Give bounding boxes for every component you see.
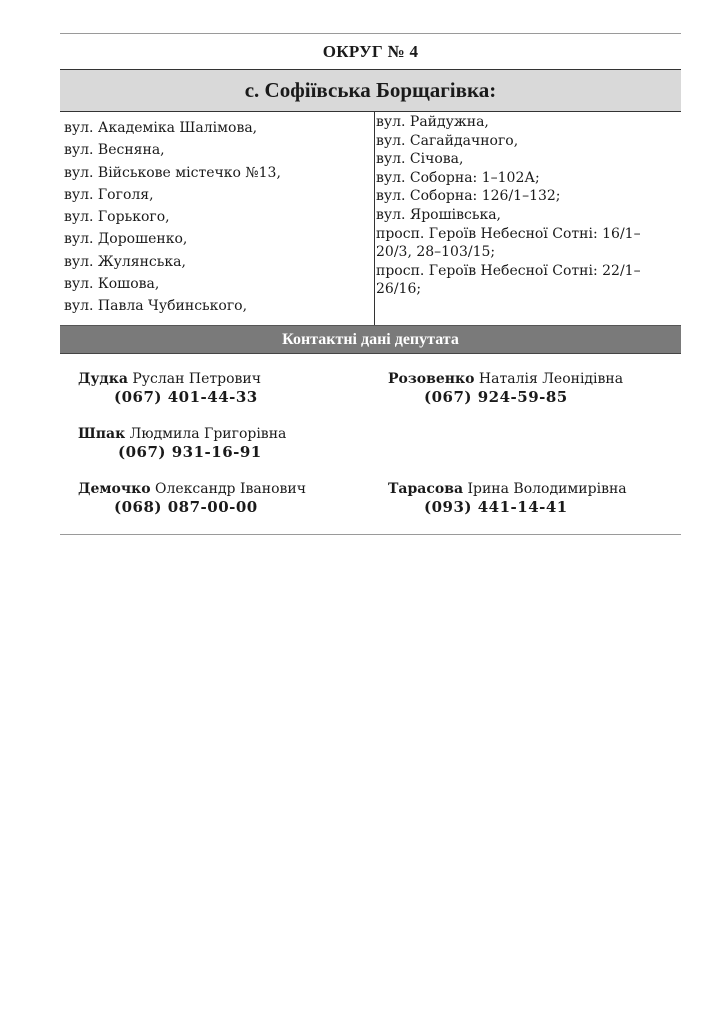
street-item: вул. Кошова, bbox=[64, 276, 160, 293]
street-item: вул. Павла Чубинського, bbox=[64, 298, 248, 315]
street-item: просп. Героїв Небесної Сотні: 22/1–26/16; bbox=[376, 262, 641, 298]
deputy-phone: (067) 401-44-33 bbox=[114, 388, 258, 406]
deputy-name bbox=[388, 371, 623, 387]
street-item: вул. Дорошенко, bbox=[64, 231, 188, 248]
deputy-phone: (067) 931-16-91 bbox=[118, 443, 262, 461]
deputy-name bbox=[78, 481, 306, 497]
deputy-name bbox=[78, 371, 261, 387]
street-item: вул. Соборна: 126/1–132; bbox=[376, 188, 561, 205]
deputy-name bbox=[388, 481, 627, 497]
street-item: вул. Військове містечко №13, bbox=[64, 164, 281, 181]
streets-table bbox=[60, 112, 681, 326]
street-item: вул. Академіка Шалімова, bbox=[64, 120, 258, 136]
deputy-card bbox=[388, 481, 627, 516]
district-title: ОКРУГ № 4 bbox=[322, 42, 419, 61]
deputy-phone: (093) 441-14-41 bbox=[424, 498, 568, 516]
deputy-card bbox=[388, 371, 623, 406]
street-item: просп. Героїв Небесної Сотні: 16/1–20/3, 28–103/15; bbox=[376, 225, 641, 261]
street-item: вул. Гоголя, bbox=[64, 186, 154, 203]
deputy-card bbox=[78, 426, 286, 461]
deputy-surname: Шпак bbox=[78, 426, 126, 442]
street-item: вул. Сагайдачного, bbox=[376, 132, 519, 149]
street-item: вул. Весняна, bbox=[64, 142, 165, 159]
deputy-surname: Розовенко bbox=[388, 371, 475, 387]
deputy-card bbox=[78, 481, 306, 516]
deputy-surname: Тарасова bbox=[388, 481, 464, 497]
deputy-given-name: Руслан Петрович bbox=[132, 371, 262, 387]
deputy-given-name: Олександр Іванович bbox=[155, 481, 306, 497]
street-item: вул. Райдужна, bbox=[376, 114, 489, 130]
deputy-phone: (067) 924-59-85 bbox=[424, 388, 568, 406]
locality-name: с. Софіївська Борщагівка: bbox=[60, 69, 681, 112]
streets-right-column bbox=[375, 112, 681, 325]
deputy-surname: Дудка bbox=[78, 371, 128, 387]
deputy-phone: (068) 087-00-00 bbox=[114, 498, 258, 516]
deputy-name bbox=[78, 426, 286, 442]
deputy-card bbox=[78, 371, 261, 406]
street-item: вул. Січова, bbox=[376, 151, 464, 168]
contacts-section bbox=[60, 354, 681, 535]
deputy-given-name: Людмила Григорівна bbox=[129, 426, 287, 442]
district-page bbox=[60, 33, 681, 535]
deputy-surname: Демочко bbox=[78, 481, 151, 497]
contacts-header: Контактні дані депутата bbox=[60, 326, 681, 354]
deputy-given-name: Наталія Леонідівна bbox=[478, 371, 624, 387]
street-item: вул. Жулянська, bbox=[64, 253, 186, 270]
street-item: вул. Ярошівська, bbox=[376, 206, 501, 223]
street-item: вул. Горького, bbox=[64, 209, 170, 226]
deputy-given-name: Ірина Володимирівна bbox=[467, 481, 627, 497]
street-item: вул. Соборна: 1–102А; bbox=[376, 169, 540, 186]
streets-left-column bbox=[60, 112, 375, 325]
